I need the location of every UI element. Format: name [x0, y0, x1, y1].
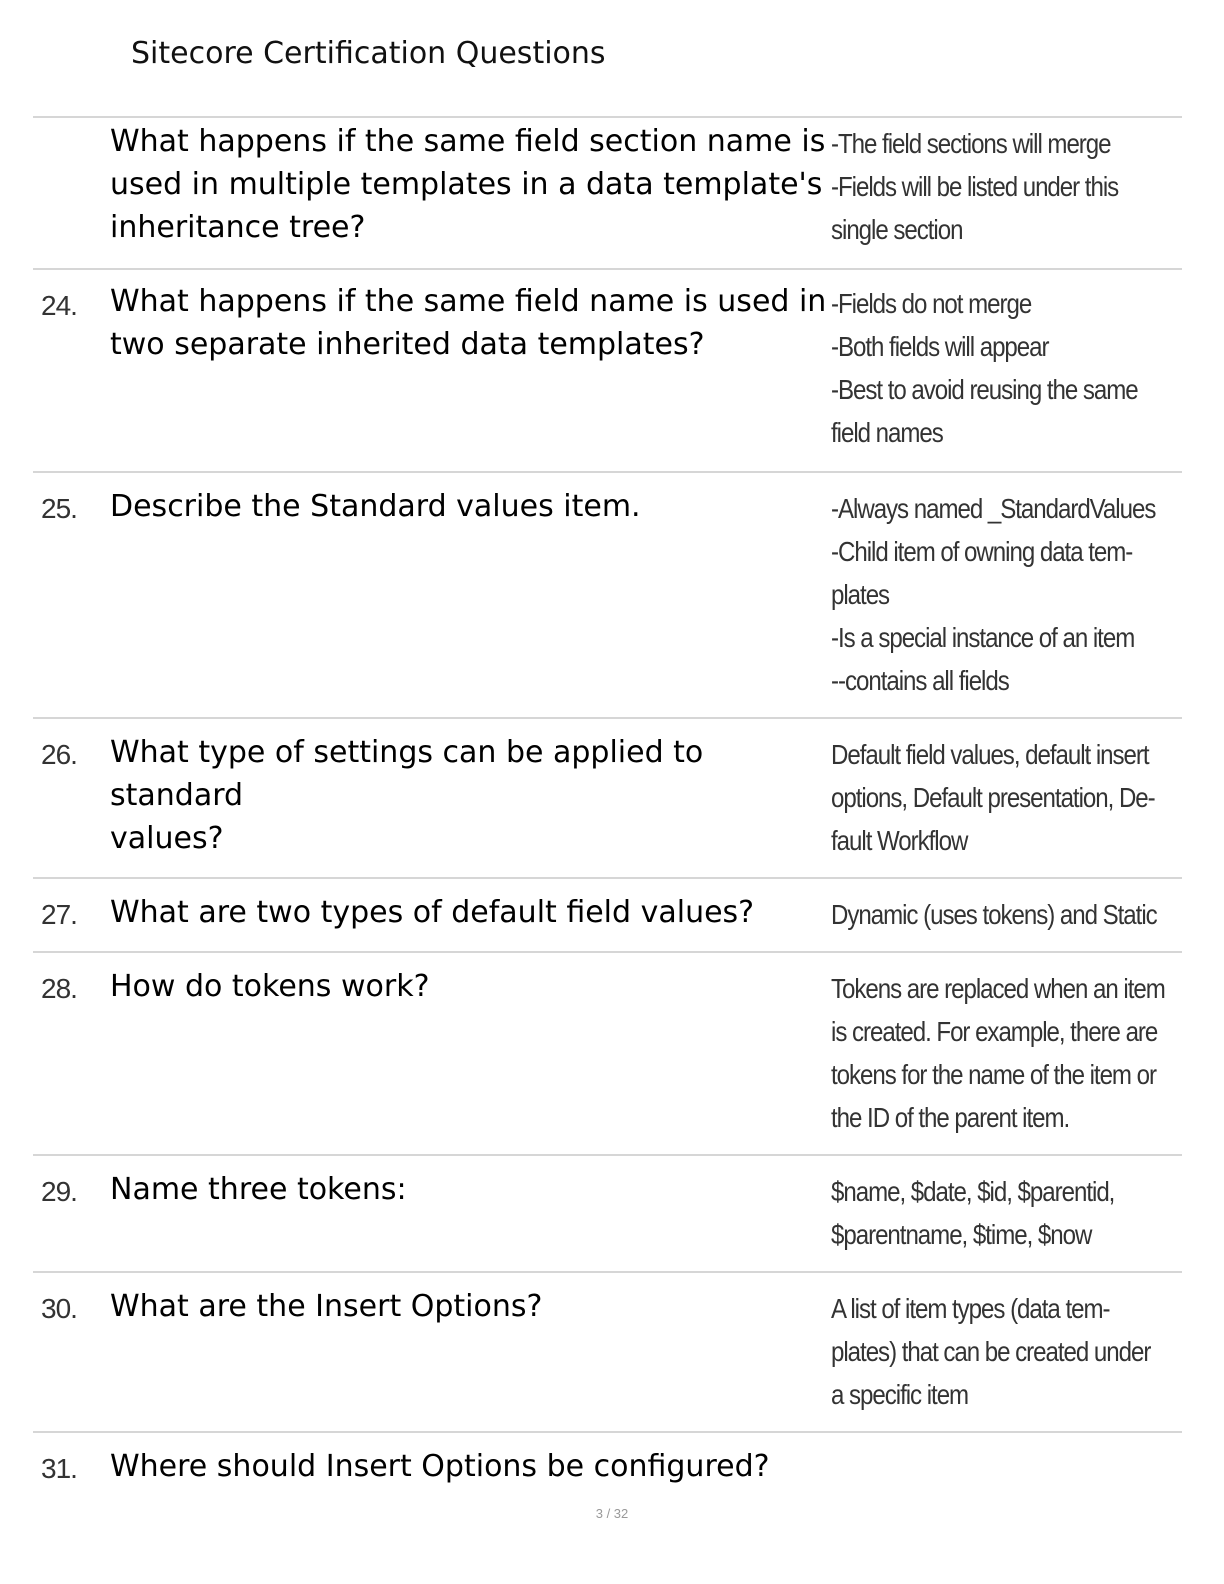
- question-text: How do tokens work?: [110, 969, 430, 1004]
- qa-row: [33, 877, 1182, 951]
- answer-text: Dynamic (uses tokens) and Static: [831, 899, 1157, 930]
- question-number: 28.: [41, 973, 77, 1004]
- answer-text: Tokens are replaced when an item is created. For example, there are tokens for the name of the item or the ID of the parent item.: [831, 973, 1165, 1133]
- qa-row: [33, 1431, 1182, 1501]
- question-number: 27.: [41, 899, 77, 930]
- question-number: 25.: [41, 493, 77, 524]
- question-text: What are the Insert Options?: [110, 1289, 543, 1324]
- question-text: What happens if the same field name is used in two separate inherited data templates?: [110, 284, 827, 362]
- answer-text: -Always named _StandardValues -Child item of owning data tem- plates -Is a special instance of an item --contains all fields: [831, 493, 1156, 696]
- qa-row: [33, 717, 1182, 877]
- page-title: Sitecore Certification Questions: [131, 36, 606, 71]
- question-number: 26.: [41, 739, 77, 770]
- question-text: Name three tokens:: [110, 1172, 407, 1207]
- qa-row: [33, 471, 1182, 717]
- qa-row: [33, 1271, 1182, 1431]
- answer-text: Default field values, default insert options, Default presentation, De- fault Workflow: [831, 739, 1155, 856]
- answer-text: -The field sections will merge -Fields will be listed under this single section: [831, 128, 1119, 245]
- answer-text: -Fields do not merge -Both fields will appear -Best to avoid reusing the same field names: [831, 288, 1138, 448]
- qa-row: [33, 268, 1182, 471]
- answer-text: $name, $date, $id, $parentid, $parentname, $time, $now: [831, 1176, 1115, 1250]
- question-text: Describe the Standard values item.: [110, 489, 641, 524]
- question-number: 29.: [41, 1176, 77, 1207]
- question-number: 31.: [41, 1453, 77, 1484]
- question-text: Where should Insert Options be configured?: [110, 1449, 770, 1484]
- answer-text: A list of item types (data tem- plates) that can be created under a specific item: [831, 1293, 1151, 1410]
- qa-row: [33, 116, 1182, 268]
- question-number: 24.: [41, 290, 77, 321]
- question-number: 30.: [41, 1293, 77, 1324]
- qa-row: [33, 1154, 1182, 1271]
- qa-table: [33, 116, 1182, 1501]
- question-text: What type of settings can be applied to standard values?: [110, 735, 704, 856]
- question-text: What are two types of default field values?: [110, 895, 755, 930]
- question-text: What happens if the same field section name is used in multiple templates in a data template's inheritance tree?: [110, 124, 826, 245]
- page-number: 3 / 32: [595, 1506, 629, 1521]
- qa-row: [33, 951, 1182, 1154]
